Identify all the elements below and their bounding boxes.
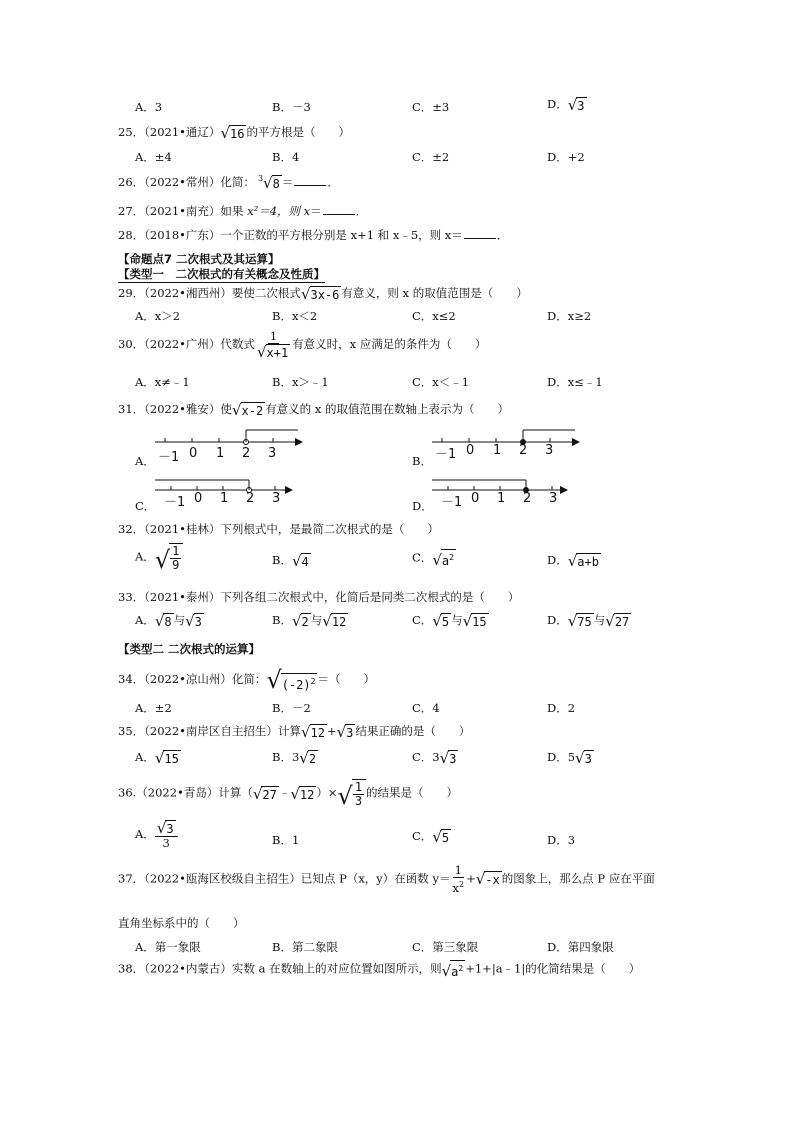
q31-label-a: A． <box>135 454 155 468</box>
q25-option-a: A．±4 <box>135 150 172 164</box>
q31-label-d: D． <box>412 499 433 513</box>
tick-label: 3 <box>549 491 558 506</box>
q24-option-d: D． √ 3 <box>547 96 585 114</box>
q29-option-b: B．x＜2 <box>272 309 318 323</box>
q32-option-a: A． √ $\frac{1}{9}$ <box>135 543 183 572</box>
q29-option-a: A．x＞2 <box>135 309 181 323</box>
tick-label: 1 <box>493 443 502 458</box>
q38-stem: 38．（2022•内蒙古）实数 a 在数轴上的对应位置如图所示，则 √ $a^2$ +1+|a﹣1|的化简结果是（ ） <box>118 961 641 980</box>
tick-label: 2 <box>246 491 255 506</box>
section-7-title: 【命题点7 二次根式及其运算】 <box>118 252 280 266</box>
q31-label-b: B． <box>412 454 432 468</box>
q25-stem: 25．（2021•通辽） √ 16 的平方根是（ ） <box>118 124 350 142</box>
q35-option-c: C．3 √ 3 <box>412 749 457 767</box>
q33-option-d: D． √ 75 与 √ 27 <box>547 612 630 630</box>
q28-stem: 28．（2018•广东）一个正数的平方根分别是 x+1 和 x﹣5，则 x＝ ． <box>118 228 509 242</box>
q36-stem: 36.（2022•青岛）计算（ √ 27 ﹣ √ 12 ）× √ $\frac{1}{3}$ 的结果是（ ） <box>118 780 459 810</box>
tick-label: 0 <box>471 491 480 506</box>
q26-stem: 26．（2022•常州）化简： $^3$ √ 8 ＝ ． <box>118 174 339 192</box>
q24-option-a: A．3 <box>135 100 163 114</box>
q32-option-b: B． √ 4 <box>272 552 309 570</box>
q33-option-a: A． √ 8 与 √ 3 <box>135 612 202 630</box>
q24-option-b: B．－3 <box>272 100 311 114</box>
tick-label: －1 <box>441 495 463 510</box>
q24-option-c: C．±3 <box>412 100 450 114</box>
q35-option-a: A． √ 15 <box>135 749 179 767</box>
q25-option-c: C．±2 <box>412 150 450 164</box>
tick-label: 3 <box>268 446 277 461</box>
q37-option-c: C．第三象限 <box>412 940 479 954</box>
q34-option-b: B．－2 <box>272 701 311 715</box>
tick-label: 1 <box>216 446 225 461</box>
q36-option-d: D．3 <box>547 833 576 847</box>
q34-option-d: D．2 <box>547 701 576 715</box>
q35-option-d: D．5 √ 3 <box>547 749 592 767</box>
q29-option-d: D．x≥2 <box>547 309 592 323</box>
q37-option-a: A．第一象限 <box>135 940 201 954</box>
q31-label-c: C． <box>135 499 156 513</box>
q37-option-d: D．第四象限 <box>547 940 614 954</box>
tick-label: 3 <box>545 443 554 458</box>
q35-stem: 35．（2022•南岸区自主招生）计算 √ 12 + √ 3 结果正确的是（ ） <box>118 723 471 741</box>
q30-option-d: D．x≤﹣1 <box>547 375 603 389</box>
q33-option-b: B． √ 2 与 √ 12 <box>272 612 347 630</box>
tick-label: 1 <box>497 491 506 506</box>
q32-option-c: C． √ $a^2$ <box>412 550 454 569</box>
type-1-title: 【类型一 二次根式的有关概念及性质】 <box>118 267 325 281</box>
q30-option-a: A．x≠﹣1 <box>135 375 190 389</box>
q36-option-a: A． √ 3 3 <box>135 820 178 850</box>
q30-option-b: B．x＞﹣1 <box>272 375 329 389</box>
q25-option-b: B．4 <box>272 150 300 164</box>
answer-blank[interactable] <box>464 228 496 239</box>
q34-stem: 34．（2022•凉山州）化简： √ $(-2)^2$ ＝（ ） <box>118 666 375 694</box>
tick-label: 0 <box>194 491 203 506</box>
q25-option-d: D．+2 <box>547 150 585 164</box>
tick-label: －1 <box>158 450 180 465</box>
q27-stem: 27．（2021•南充）如果 x²＝4，则 x＝ ． <box>118 204 368 218</box>
q32-option-d: D． √ a+b <box>547 552 599 570</box>
tick-label: 2 <box>519 443 528 458</box>
q36-option-c: C． √ 5 <box>412 828 450 846</box>
q36-option-b: B．1 <box>272 833 300 847</box>
q37-stem: 37．（2022•瓯海区校级自主招生）已知点 P（x，y）在函数 y＝ $\frac{1}{x^2}$ + √ -x 的图象上，那么点 P 应在平面 <box>118 863 655 895</box>
tick-label: 0 <box>189 446 198 461</box>
q35-option-b: B．3 √ 2 <box>272 749 317 767</box>
q37-stem-line2: 直角坐标系中的（ ） <box>118 916 245 930</box>
answer-blank[interactable] <box>323 204 355 215</box>
tick-label: －1 <box>435 447 457 462</box>
q34-option-a: A．±2 <box>135 701 172 715</box>
tick-label: －1 <box>164 495 186 510</box>
q31-stem: 31．（2022•雅安）使 √ x-2 有意义的 x 的取值范围在数轴上表示为（ ） <box>118 401 509 419</box>
q33-option-c: C． √ 5 与 √ 15 <box>412 612 487 630</box>
answer-blank[interactable] <box>294 175 326 186</box>
tick-label: 1 <box>220 491 229 506</box>
q29-option-c: C．x≤2 <box>412 309 456 323</box>
type-2-title: 【类型二 二次根式的运算】 <box>118 642 261 656</box>
q32-stem: 32．（2021•桂林）下列根式中，是最简二次根式的是（ ） <box>118 522 439 536</box>
q30-option-c: C．x＜﹣1 <box>412 375 470 389</box>
tick-label: 2 <box>242 446 251 461</box>
tick-label: 0 <box>466 443 475 458</box>
q33-stem: 33．（2021•泰州）下列各组二次根式中，化简后是同类二次根式的是（ ） <box>118 590 520 604</box>
q34-option-c: C．4 <box>412 701 440 715</box>
tick-label: 2 <box>523 491 532 506</box>
q37-option-b: B．第二象限 <box>272 940 338 954</box>
tick-label: 3 <box>272 491 281 506</box>
q30-stem: 30．（2022•广州）代数式 1 √ x+1 有意义时，x 应满足的条件为（ ） <box>118 329 487 361</box>
q29-stem: 29．（2022•湘西州）要使二次根式 √ 3x-6 有意义，则 x 的取值范围是（ ） <box>118 285 528 303</box>
